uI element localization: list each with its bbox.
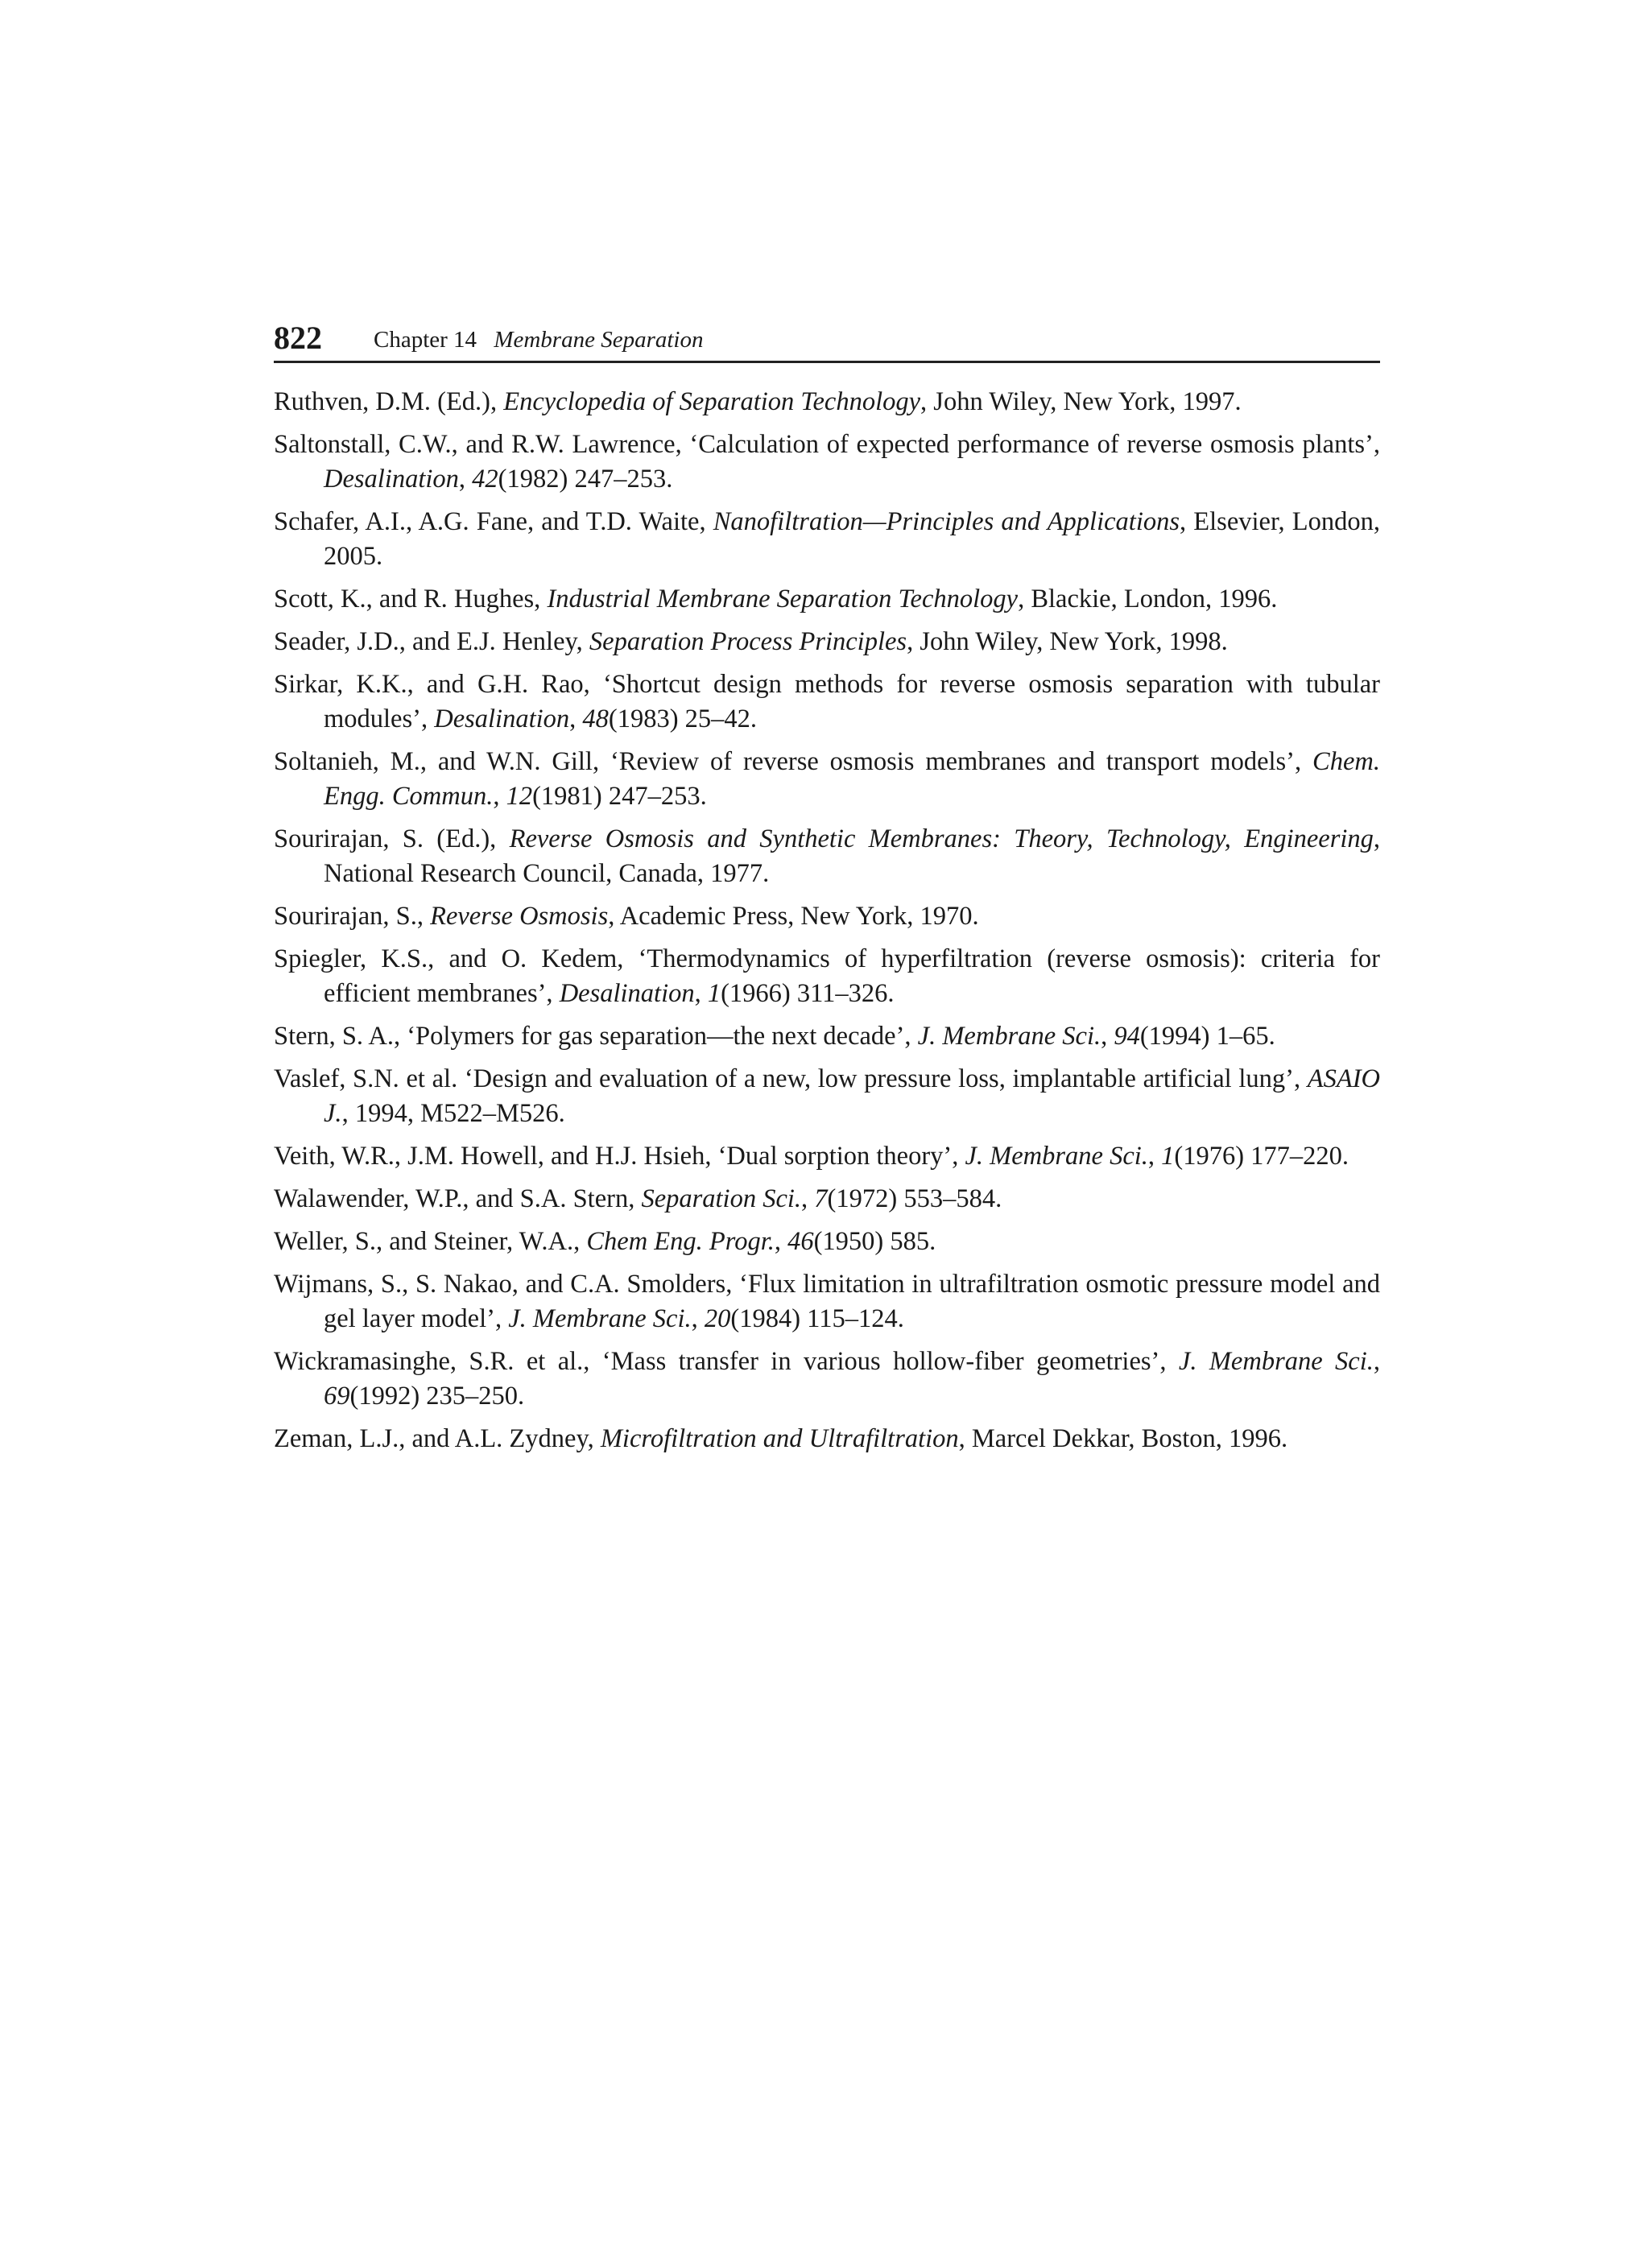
reference-italic-text: Reverse Osmosis (430, 902, 609, 931)
reference-entry (274, 1267, 1380, 1336)
reference-text: (1992) 235–250. (349, 1382, 525, 1411)
reference-entry (274, 582, 1380, 617)
reference-entry (274, 1062, 1380, 1131)
reference-italic-text: Encyclopedia of Separation Technology (503, 387, 921, 416)
chapter-title: Membrane Separation (494, 327, 704, 353)
reference-text: Ruthven, D.M. (Ed.), (274, 387, 504, 416)
reference-text: , Elsevier, London, 2005. (324, 507, 1380, 571)
reference-text: (1994) 1–65. (1139, 1022, 1275, 1051)
reference-text: , John Wiley, New York, 1997. (920, 387, 1242, 416)
reference-entry (274, 385, 1380, 419)
running-header (274, 316, 1380, 363)
reference-italic-text: Chem. Engg. Commun. (324, 747, 1380, 811)
reference-list (274, 385, 1380, 1464)
reference-entry (274, 822, 1380, 891)
reference-text: Scott, K., and R. Hughes, (274, 585, 548, 613)
reference-text: (1981) 247–253. (532, 782, 707, 811)
reference-italic-text: 48 (582, 704, 609, 733)
reference-text: , (1147, 1142, 1162, 1171)
reference-italic-text: 7 (814, 1184, 828, 1213)
reference-text: Saltonstall, C.W., and R.W. Lawrence, ‘Calculation of expected performance of reverse osmosis plants’, (274, 430, 1380, 459)
reference-text: , (694, 979, 708, 1008)
reference-italic-text: 12 (506, 782, 533, 811)
reference-entry (274, 667, 1380, 737)
reference-entry (274, 1019, 1380, 1054)
reference-text: , Blackie, London, 1996. (1018, 585, 1278, 613)
reference-text: , (569, 704, 583, 733)
reference-text: , (691, 1304, 705, 1333)
reference-italic-text: Nanofiltration—Principles and Applications (713, 507, 1180, 536)
reference-text: , 1994, M522–M526. (341, 1099, 565, 1128)
reference-italic-text: 69 (324, 1382, 350, 1411)
reference-text: Wickramasinghe, S.R. et al., ‘Mass transfer in various hollow-fiber geometries’, (274, 1347, 1179, 1376)
reference-text: Soltanieh, M., and W.N. Gill, ‘Review of reverse osmosis membranes and transport models’, (274, 747, 1313, 776)
reference-italic-text: J. Membrane Sci. (508, 1304, 692, 1333)
reference-italic-text: 1 (1161, 1142, 1175, 1171)
reference-entry (274, 1345, 1380, 1414)
reference-text: (1976) 177–220. (1174, 1142, 1349, 1171)
reference-italic-text: Separation Process Principles (589, 627, 907, 656)
reference-italic-text: Desalination (434, 704, 570, 733)
reference-text: , (1101, 1022, 1114, 1051)
reference-italic-text: Chem Eng. Progr. (586, 1227, 775, 1256)
reference-text: , National Research Council, Canada, 1977. (324, 824, 1381, 888)
reference-text: Wijmans, S., S. Nakao, and C.A. Smolders, ‘Flux limitation in ultrafiltration osmotic pressure model and gel layer model’, (274, 1270, 1380, 1333)
reference-text: , Academic Press, New York, 1970. (608, 902, 979, 931)
reference-text: Walawender, W.P., and S.A. Stern, (274, 1184, 642, 1213)
reference-text: , (1373, 1347, 1381, 1376)
reference-italic-text: ASAIO J. (324, 1064, 1380, 1128)
reference-text: , Marcel Dekkar, Boston, 1996. (958, 1424, 1288, 1453)
reference-text: (1966) 311–326. (721, 979, 895, 1008)
reference-text: Schafer, A.I., A.G. Fane, and T.D. Waite, (274, 507, 713, 536)
reference-text: Sourirajan, S., (274, 902, 431, 931)
reference-italic-text: 1 (707, 979, 721, 1008)
reference-text: Seader, J.D., and E.J. Henley, (274, 627, 589, 656)
reference-entry (274, 942, 1380, 1011)
reference-italic-text: Desalination (324, 465, 459, 494)
reference-text: , John Wiley, New York, 1998. (907, 627, 1228, 656)
reference-text: , (801, 1184, 815, 1213)
reference-italic-text: Separation Sci. (641, 1184, 802, 1213)
reference-text: Sirkar, K.K., and G.H. Rao, ‘Shortcut design methods for reverse osmosis separation with tubular modules’, (274, 670, 1380, 733)
reference-italic-text: Industrial Membrane Separation Technology (547, 585, 1019, 613)
reference-entry (274, 1182, 1380, 1217)
reference-italic-text: J. Membrane Sci. (1178, 1347, 1374, 1376)
reference-italic-text: 94 (1114, 1022, 1140, 1051)
reference-text: Veith, W.R., J.M. Howell, and H.J. Hsieh, ‘Dual sorption theory’, (274, 1142, 965, 1171)
reference-entry (274, 1422, 1380, 1456)
reference-text: , (458, 465, 473, 494)
reference-italic-text: J. Membrane Sci. (965, 1142, 1148, 1171)
reference-entry (274, 625, 1380, 659)
reference-text: (1950) 585. (813, 1227, 936, 1256)
reference-text: Zeman, L.J., and A.L. Zydney, (274, 1424, 601, 1453)
reference-text: Weller, S., and Steiner, W.A., (274, 1227, 587, 1256)
chapter-label: Chapter 14 (374, 327, 477, 353)
reference-italic-text: 20 (704, 1304, 731, 1333)
reference-text: , (774, 1227, 788, 1256)
reference-text: (1982) 247–253. (498, 465, 673, 494)
reference-text: , (493, 782, 506, 811)
reference-italic-text: Reverse Osmosis and Synthetic Membranes: Theory, Technology, Engineering (509, 824, 1374, 853)
reference-italic-text: 42 (472, 465, 498, 494)
reference-entry (274, 745, 1380, 814)
reference-entry (274, 1225, 1380, 1259)
reference-italic-text: J. Membrane Sci. (917, 1022, 1101, 1051)
page-number: 822 (274, 320, 322, 356)
reference-text: Spiegler, K.S., and O. Kedem, ‘Thermodynamics of hyperfiltration (reverse osmosis): criteria for efficient membranes’, (274, 944, 1380, 1008)
reference-text: Stern, S. A., ‘Polymers for gas separation—the next decade’, (274, 1022, 918, 1051)
reference-italic-text: 46 (787, 1227, 814, 1256)
reference-text: (1984) 115–124. (730, 1304, 904, 1333)
reference-entry (274, 899, 1380, 934)
reference-text: Sourirajan, S. (Ed.), (274, 824, 510, 853)
reference-italic-text: Microfiltration and Ultrafiltration (600, 1424, 959, 1453)
reference-entry (274, 428, 1380, 497)
reference-italic-text: Desalination (559, 979, 695, 1008)
reference-text: (1983) 25–42. (608, 704, 758, 733)
reference-entry (274, 1139, 1380, 1174)
running-head (374, 320, 703, 359)
reference-text: Vaslef, S.N. et al. ‘Design and evaluation of a new, low pressure loss, implantable artificial lung’, (274, 1064, 1308, 1093)
reference-text: (1972) 553–584. (827, 1184, 1002, 1213)
reference-entry (274, 505, 1380, 574)
